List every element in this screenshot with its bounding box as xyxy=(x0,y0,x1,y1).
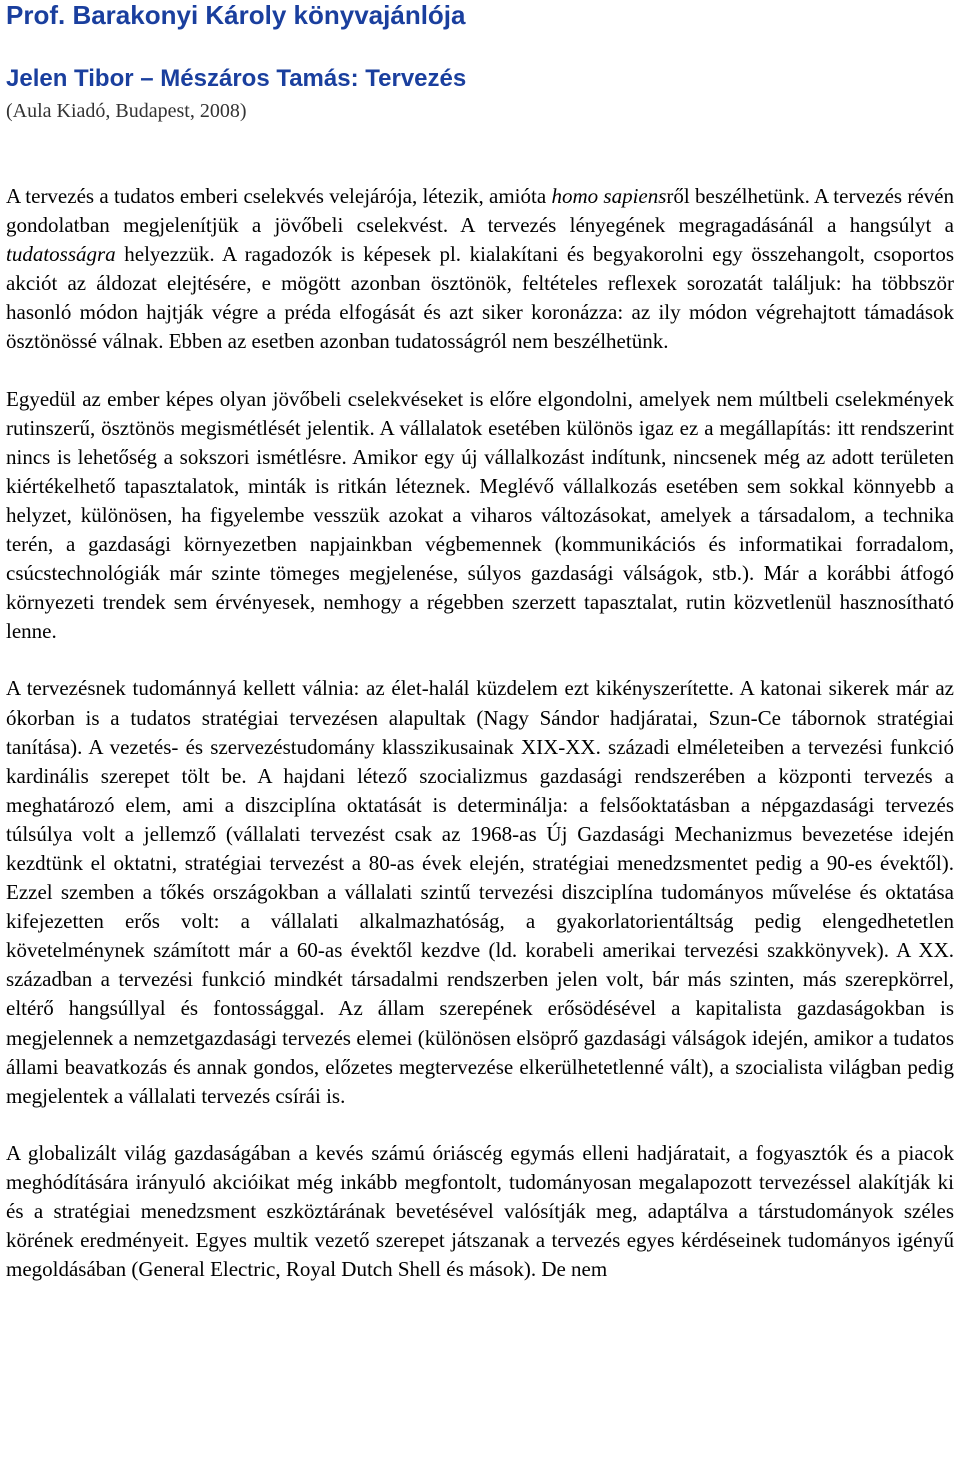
paragraph-1-italic-homo-sapiens: homo sapiens xyxy=(551,184,667,208)
paragraph-3: A tervezésnek tudománnyá kellett válnia: az élet-halál küzdelem ezt kikényszerítette. A katonai sikerek már az ókorban is a tudatos stratégiai tervezésen alapultak (Nagy Sándor hadjáratai, Szun-Ce tábornok stratégiai tanítása). A vezetés- és szervezéstudomány klasszikusainak XIX-XX. századi elméleteiben a tervezési funkció kardinális szerepet tölt be. A hajdani létező szocializmus gazdasági rendszerében a központi tervezés a meghatározó elem, ami a diszciplína oktatását is determinálja: a felsőoktatásban a népgazdasági tervezés túlsúlya volt a jellemző (vállalati tervezést csak az 1968-as Új Gazdasági Mechanizmus bevezetése idején kezdtünk el oktatni, stratégiai tervezést a 80-as évek elején, stratégiai menedzsmentet pedig a 90-es évektől). Ezzel szemben a tőkés országokban a vállalati szintű tervezési diszciplína tudományos művelése és oktatása kifejezetten erős volt: a vállalati alkalmazhatóság, a gyakorlatorientáltság pedig elengedhetetlen követelménynek számított már a 60-as évektől kezdve (ld. korabeli amerikai tervezési szakkönyvek). A XX. században a tervezési funkció mindkét társadalmi rendszerben jelen volt, bár más szinten, más szerepkörrel, eltérő hangsúllyal és fontossággal. Az állam szerepének erősödésével a kapitalista gazdaságokban is megjelennek a nemzetgazdasági tervezés elemei (különösen elsöprő gazdasági válságok idején, amikor a tudatos állami beavatkozás és annak gondos, előzetes megtervezése elkerülhetetlenné vált), a szocialista világban pedig megjelentek a vállalati tervezés csírái is. xyxy=(6,676,954,1108)
paragraph-2: Egyedül az ember képes olyan jövőbeli cselekvéseket is előre elgondolni, amelyek nem múltbeli cselekmények rutinszerű, ösztönös megismétlését jelentik. A vállalatok esetében különös igaz ez a megállapítás: itt rendszerint nincs is lehetőség a sokszori ismétlésre. Amikor egy új vállalkozást indítunk, nincsenek még az adott területen kiértékelhető tapasztalatok, minták is ritkán léteznek. Meglévő vállalkozás esetében sem sokkal könnyebb a helyzet, különösen, ha figyelembe vesszük azokat a viharos változásokat, amelyek a társadalom, a technika terén, a gazdasági környezetben napjainkban végbemennek (kommunikációs és informatikai forradalom, csúcstechnológiák már szinte tömeges megjelenése, súlyos gazdasági válságok, stb.). Már a korábbi átfogó környezeti trendek sem érvényesek, nemhogy a régebben szerzett tapasztalat, rutin közvetlenül hasznosítható lenne. xyxy=(6,386,954,644)
paragraph-4: A globalizált világ gazdaságában a kevés számú óriáscég egymás elleni hadjáratait, a fogyasztók és a piacok meghódítására irányuló akcióikat még inkább megfontolt, tudományosan megalapozott tervezéssel alakítják ki és a stratégiai menedzsment eszköztárának bevetésével valósítják meg, adaptálva a társtudományok széles körének eredményeit. Egyes multik vezető szerepet játszanak a tervezés egyes kérdéseinek tudományos igényű megoldásában (General Electric, Royal Dutch Shell és mások). De nem xyxy=(6,1140,954,1282)
paragraph-1-part-c: ről beszélhetünk. A tervezés révén gondolatban megjelenítjük a jövőbeli cselekvést. A tervezés lényegének megragadásánál a hangsúlyt a xyxy=(6,184,954,238)
paragraph-1-part-e: helyezzük. A ragadozók is képesek pl. kialakítani és begyakorolni egy összehangolt, csoportos akciót az áldozat elejtésére, e mögött azonban ösztönök, feltételes reflexek sorozatát találjuk: ha többször hasonló módon hajtják végre a préda elfogását és azt siker koronázza: az ily módon végrehajtott támadások ösztönössé válnak. Ebben az esetben azonban tudatosságról nem beszélhetünk. xyxy=(6,242,954,354)
paragraph-1-italic-tudatossagra: tudatosságra xyxy=(6,242,116,267)
book-publisher: (Aula Kiadó, Budapest, 2008) xyxy=(6,100,247,122)
paragraph-1 xyxy=(6,182,954,357)
book-title: Jelen Tibor – Mészáros Tamás: Tervezés xyxy=(6,65,467,92)
page-title: Prof. Barakonyi Károly könyvajánlója xyxy=(6,0,466,30)
paragraph-1-part-a: A tervezés a tudatos emberi cselekvés velejárója, létezik, amióta xyxy=(6,184,552,208)
